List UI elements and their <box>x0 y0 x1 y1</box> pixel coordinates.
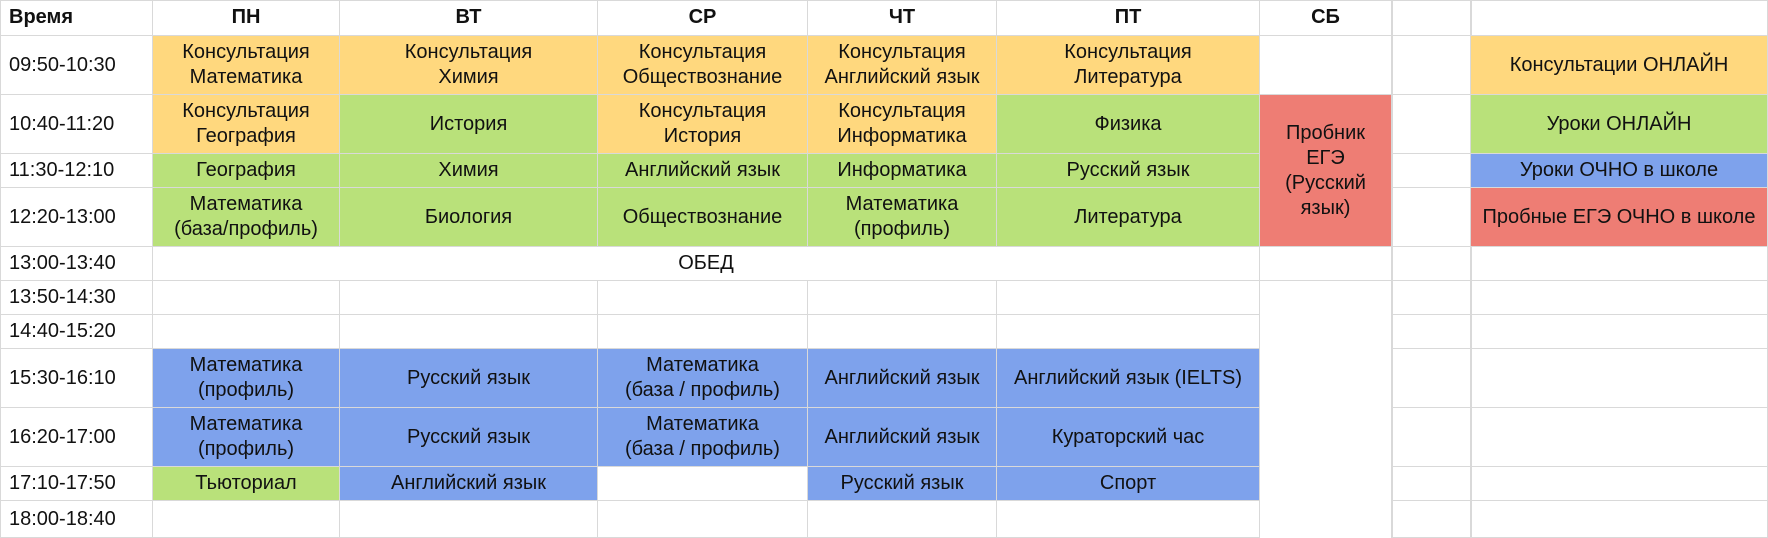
empty-cell[interactable] <box>1392 154 1471 188</box>
empty-cell[interactable] <box>153 281 340 315</box>
header-day-thu[interactable]: ЧТ <box>808 0 997 36</box>
lesson-cell[interactable]: Русский язык <box>997 154 1260 188</box>
lesson-cell[interactable]: История <box>340 95 598 154</box>
lesson-cell[interactable]: Английский язык <box>340 467 598 501</box>
lesson-cell[interactable]: Биология <box>340 188 598 247</box>
lesson-cell[interactable]: Консультация Литература <box>997 36 1260 95</box>
lesson-cell[interactable]: Консультация Информатика <box>808 95 997 154</box>
empty-cell[interactable] <box>598 315 808 349</box>
lesson-cell[interactable]: Консультация Химия <box>340 36 598 95</box>
time-slot[interactable]: 10:40-11:20 <box>0 95 153 154</box>
empty-cell[interactable] <box>598 501 808 538</box>
empty-cell[interactable] <box>808 501 997 538</box>
header-day-sat[interactable]: СБ <box>1260 0 1392 36</box>
empty-cell[interactable] <box>808 281 997 315</box>
legend-lessons-school[interactable]: Уроки ОЧНО в школе <box>1471 154 1768 188</box>
empty-cell[interactable] <box>1392 95 1471 154</box>
empty-cell[interactable] <box>1260 247 1392 281</box>
lesson-cell[interactable]: Консультация История <box>598 95 808 154</box>
lesson-cell[interactable]: Консультация Математика <box>153 36 340 95</box>
empty-cell[interactable] <box>1471 467 1768 501</box>
lunch-cell[interactable]: ОБЕД <box>153 247 1260 281</box>
lesson-cell[interactable]: Английский язык (IELTS) <box>997 349 1260 408</box>
empty-cell[interactable] <box>598 467 808 501</box>
lesson-cell[interactable]: Консультация География <box>153 95 340 154</box>
empty-cell[interactable] <box>1392 0 1471 36</box>
empty-cell[interactable] <box>1392 315 1471 349</box>
empty-cell[interactable] <box>1392 281 1471 315</box>
empty-cell[interactable] <box>1392 467 1471 501</box>
time-slot[interactable]: 13:50-14:30 <box>0 281 153 315</box>
lesson-cell[interactable]: Русский язык <box>808 467 997 501</box>
lesson-cell[interactable]: Русский язык <box>340 349 598 408</box>
empty-cell[interactable] <box>153 501 340 538</box>
legend-lessons-online[interactable]: Уроки ОНЛАЙН <box>1471 95 1768 154</box>
empty-cell[interactable] <box>997 281 1260 315</box>
empty-cell[interactable] <box>808 315 997 349</box>
lesson-cell[interactable]: Консультация Английский язык <box>808 36 997 95</box>
lesson-cell[interactable]: Спорт <box>997 467 1260 501</box>
empty-cell[interactable] <box>340 281 598 315</box>
header-time[interactable]: Время <box>0 0 153 36</box>
empty-cell[interactable] <box>997 315 1260 349</box>
empty-cell[interactable] <box>1471 408 1768 467</box>
empty-cell[interactable] <box>1471 281 1768 315</box>
empty-cell[interactable] <box>1392 188 1471 247</box>
empty-cell[interactable] <box>1471 501 1768 538</box>
lesson-cell[interactable]: Английский язык <box>598 154 808 188</box>
lesson-cell[interactable]: Литература <box>997 188 1260 247</box>
lesson-cell[interactable]: Математика (база/профиль) <box>153 188 340 247</box>
time-slot[interactable]: 14:40-15:20 <box>0 315 153 349</box>
time-slot[interactable]: 15:30-16:10 <box>0 349 153 408</box>
time-slot[interactable]: 16:20-17:00 <box>0 408 153 467</box>
lesson-cell[interactable]: Консультация Обществознание <box>598 36 808 95</box>
empty-cell[interactable] <box>1392 36 1471 95</box>
empty-cell[interactable] <box>1392 349 1471 408</box>
lesson-cell-mock-exam[interactable]: Пробник ЕГЭ (Русский язык) <box>1260 95 1392 247</box>
empty-cell[interactable] <box>1260 36 1392 95</box>
lesson-cell[interactable]: Английский язык <box>808 349 997 408</box>
header-day-wed[interactable]: СР <box>598 0 808 36</box>
time-slot[interactable]: 18:00-18:40 <box>0 501 153 538</box>
empty-cell[interactable] <box>1471 349 1768 408</box>
empty-cell[interactable] <box>997 501 1260 538</box>
lesson-cell[interactable]: Информатика <box>808 154 997 188</box>
header-day-fri[interactable]: ПТ <box>997 0 1260 36</box>
empty-cell[interactable] <box>340 315 598 349</box>
empty-cell[interactable] <box>1471 315 1768 349</box>
time-slot[interactable]: 11:30-12:10 <box>0 154 153 188</box>
empty-cell[interactable] <box>153 315 340 349</box>
time-slot[interactable]: 17:10-17:50 <box>0 467 153 501</box>
lesson-cell[interactable]: Математика (профиль) <box>153 349 340 408</box>
empty-cell[interactable] <box>340 501 598 538</box>
time-slot[interactable]: 12:20-13:00 <box>0 188 153 247</box>
empty-cell[interactable] <box>1260 281 1392 538</box>
lesson-cell[interactable]: Математика (профиль) <box>153 408 340 467</box>
lesson-cell[interactable]: Математика (база / профиль) <box>598 349 808 408</box>
header-day-mon[interactable]: ПН <box>153 0 340 36</box>
empty-cell[interactable] <box>1392 501 1471 538</box>
lesson-cell[interactable]: Математика (база / профиль) <box>598 408 808 467</box>
lesson-cell[interactable]: Обществознание <box>598 188 808 247</box>
lesson-cell[interactable]: География <box>153 154 340 188</box>
lesson-cell[interactable]: Физика <box>997 95 1260 154</box>
time-slot[interactable]: 13:00-13:40 <box>0 247 153 281</box>
empty-cell[interactable] <box>598 281 808 315</box>
lesson-cell[interactable]: Математика (профиль) <box>808 188 997 247</box>
lesson-cell[interactable]: Английский язык <box>808 408 997 467</box>
empty-cell[interactable] <box>1392 247 1471 281</box>
lesson-cell[interactable]: Химия <box>340 154 598 188</box>
empty-cell[interactable] <box>1471 0 1768 36</box>
empty-cell[interactable] <box>1392 408 1471 467</box>
empty-cell[interactable] <box>1471 247 1768 281</box>
legend-consult-online[interactable]: Консультации ОНЛАЙН <box>1471 36 1768 95</box>
time-slot[interactable]: 09:50-10:30 <box>0 36 153 95</box>
lesson-cell[interactable]: Русский язык <box>340 408 598 467</box>
lesson-cell[interactable]: Тьюториал <box>153 467 340 501</box>
lesson-cell[interactable]: Кураторский час <box>997 408 1260 467</box>
legend-mock-exams[interactable]: Пробные ЕГЭ ОЧНО в школе <box>1471 188 1768 247</box>
header-day-tue[interactable]: ВТ <box>340 0 598 36</box>
